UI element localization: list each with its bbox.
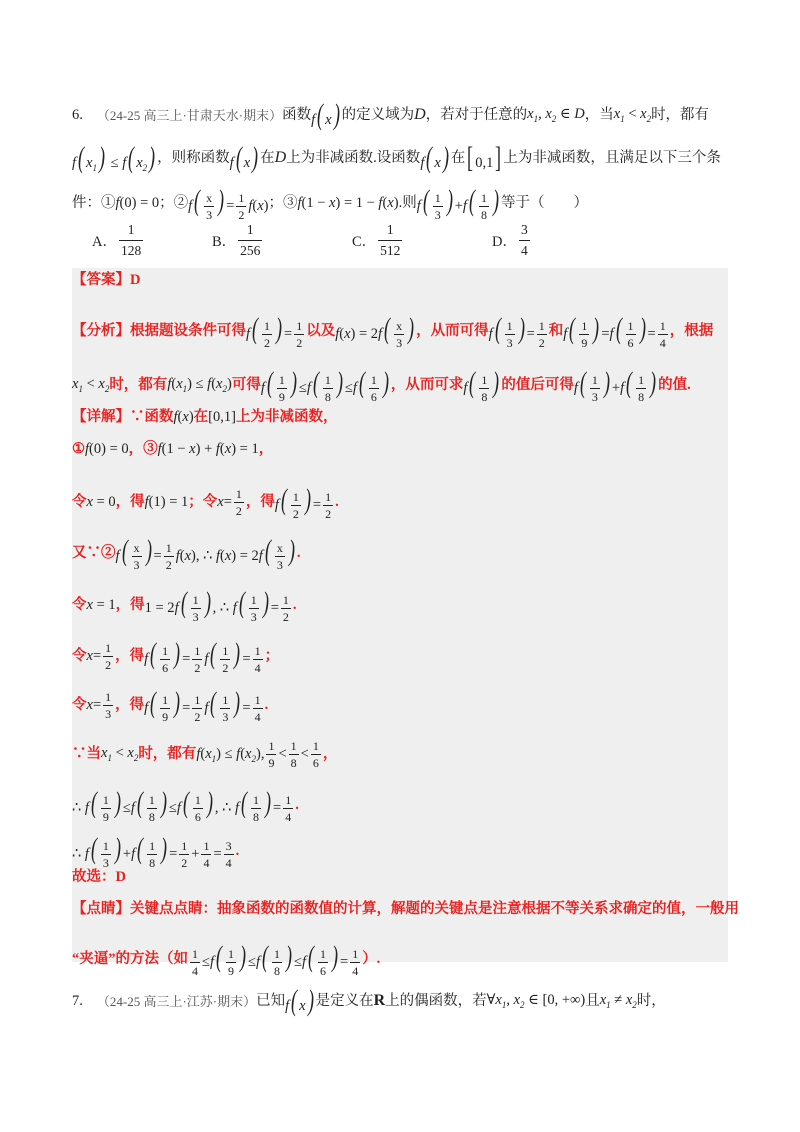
detail-line-8 [72,740,728,769]
analysis-text: 可得 [231,377,261,394]
math-x-eq-0: x = 0 [86,494,116,511]
q6-text: 在 [450,149,466,166]
detail-line-6 [72,639,728,674]
q6-text: 在 [260,149,275,166]
option-b[interactable] [212,222,264,259]
q6-text: 件：① [72,195,116,212]
math-interval-01: [ 0,1] [467,141,502,174]
math-cond3: f(1 − x) = 1 − f(x) [297,195,399,212]
math-x1-ne-x2: $x_1 \ne x_2$ [599,991,637,1010]
math-fx: f( x) [311,98,340,131]
detail-text: ， [258,441,274,457]
detail-line-10 [72,834,728,869]
detail-text: ， [322,746,338,763]
math-cond3-sum: f(1 − x) + f(x) = 1 [157,441,259,457]
detail-text: 令 [72,494,87,511]
q7-text: 且 [585,992,600,1009]
q7-text: 是定义在 [315,992,374,1009]
analysis-line-2 [72,368,728,403]
option-label: D． [492,234,517,250]
math-fx: f( x) [229,141,259,174]
detail-text: ∵当 [72,746,101,763]
detail-label: 【详解】 [72,409,130,425]
math-x1-lt-x2: $x_1 < x_2$ [613,105,652,124]
math-f-third: f( $\frac{1}{3}$ ) = $\frac{1}{2}$ [488,312,545,351]
choice-line [72,870,728,885]
math-set-R: R [373,992,386,1009]
detail-text: 令 [72,648,87,665]
detail-line-5 [72,588,728,623]
detail-text: 令 [72,697,87,714]
detail-text: ，得 [115,697,145,714]
detail-text: . [296,545,301,562]
math-f0-eq-0: f(0) = 0 [115,195,160,212]
math-f0-eq-0: f(0) = 0 [85,441,129,457]
comment-line-1 [72,901,739,917]
q6-text: ，当 [584,106,614,123]
q6-line-3 [72,186,728,221]
q6-text: ，则称函数 [157,149,230,166]
analysis-text: 根据题设条件可得 [130,323,246,340]
analysis-label: 【分析】 [72,323,130,340]
math-fx1-le-fx2: $f(x_1) \le f(x_2)$ [167,376,232,395]
math-f-ninth-sixth: f( $\frac{1}{9}$ ) =f( $\frac{1}{6}$ ) = $\frac{1}{4}$ [563,312,666,351]
detail-line-3 [72,485,728,520]
math-x-eq-half: x= $\frac{1}{2}$ [217,487,242,519]
analysis-text: ，从而可得 [416,323,489,340]
detail-text: . [295,797,299,814]
detail-text: 上为非减函数， [235,409,338,425]
math-x1-lt-x2: $x_1 < x_2$ [72,376,110,395]
detail-line-2 [72,442,728,457]
math-squeeze: ∴ f( $\frac{1}{9}$ ) ≤f( $\frac{1}{8}$ ) ≤f( $\frac{1}{6}$ ) , ∴ f( $\frac{1}{8}$ ) = $\frac{1}{4}$ [72,786,292,825]
detail-text: . [335,494,339,511]
detail-text: . [264,697,269,714]
comment-text: 关键点点睛：抽象函数的函数值的计算，解题的关键点是注意根据不等关系求确定的值，一般用 [130,901,739,917]
option-label: B． [212,234,237,250]
math-f-eighth: f( $\frac{1}{8}$ ) [463,366,500,405]
option-label: A． [92,234,117,250]
detail-text: ，得 [245,494,275,511]
math-fx: f(x) [173,409,194,425]
analysis-line-1 [72,314,728,349]
q6-text: 时，都有 [651,106,710,123]
q6-text: ，若对于任意的 [425,106,528,123]
q6-text: ；② [159,195,189,212]
math-squeeze-example: $\frac{1}{4}$ ≤f( $\frac{1}{9}$ ) ≤f( $\frac{1}{8}$ ) ≤f( $\frac{1}{6}$ ) = $\frac{1}{4}$ [192,940,359,979]
analysis-text: 和 [548,323,564,340]
option-label: C． [352,234,377,250]
option-fraction: $\frac{1}{512}$ [380,222,401,258]
analysis-text: ，从而可求 [390,377,464,394]
math-x1x2-in-D: $x_1$, $x_2$ ∈ D [527,105,585,124]
detail-text: ，得 [115,494,145,511]
analysis-text: ，根据 [669,323,714,340]
detail-text: ∵函数 [130,409,174,425]
q7-text: 上的偶函数，若 [385,992,487,1009]
q6-text: 函数 [282,106,312,123]
detail-text: 时，都有 [138,746,197,763]
option-fraction: $\frac{1}{128}$ [120,222,142,258]
math-fx1-le-fx2: f( $x_1) \le f$( $x_2$) [72,141,156,174]
answer-label: 【答案】D [72,272,141,288]
math-x-eq-half: x= $\frac{1}{2}$ [86,641,112,673]
math-f-ninth: f( $\frac{1}{9}$ ) = $\frac{1}{2}$ f( $\frac{1}{3}$ ) = $\frac{1}{4}$ [144,686,261,725]
q7-source: （24-25 高三上·江苏·期末） [96,993,257,1009]
answer-line [72,273,728,288]
q6-line-2 [72,143,728,173]
detail-line-7 [72,688,728,723]
math-x-eq-third: x= $\frac{1}{3}$ [86,690,112,722]
analysis-text: 的值后可得 [501,377,574,394]
math-final-sum: ∴ f( $\frac{1}{3}$ ) +f( $\frac{1}{8}$ ) = $\frac{1}{2}$ + $\frac{1}{4}$ = $\frac{3}{4}$ [72,832,232,871]
detail-line-4 [72,536,728,571]
q6-source: （24-25 高三上·甘肃天水·期末） [96,107,283,123]
math-f-half: f( $\frac{1}{2}$ ) = $\frac{1}{2}$ [246,312,303,351]
choice-text: 故选：D [72,869,126,885]
comment-text: ）. [362,951,381,968]
math-f-third-derived: 1 = 2f( $\frac{1}{3}$ ) , ∴ f( $\frac{1}{3}$ ) = $\frac{1}{2}$ [144,586,289,625]
q7-line-1 [72,986,728,1016]
detail-text: ； [264,648,280,665]
math-interval-01: [0,1] [208,409,236,425]
math-f1-eq-1: f(1) = 1 [144,494,189,511]
analysis-text: 的值. [658,377,691,394]
math-f-half: f( $\frac{1}{2}$ ) = $\frac{1}{2}$ [274,483,332,522]
math-D: D [274,149,287,166]
q6-text: ；③ [268,195,298,212]
q6-text: 等于（ ） [500,195,588,212]
math-forall-x1x2: $\forall x_1$, $x_2$ ∈ [0, +∞) [486,991,586,1010]
math-D: D [414,106,426,123]
math-fx-2fx3: f(x) = 2f( $\frac{x}{3}$ ) [335,312,415,351]
option-fraction: $\frac{1}{256}$ [240,222,261,258]
q6-text: 上为非减函数，且满足以下三个条 [503,149,721,166]
detail-text: 又∵② [72,545,116,562]
detail-text: ，得 [115,597,145,614]
math-chain: f( $\frac{1}{9}$ ) ≤f( $\frac{1}{8}$ ) ≤f( $\frac{1}{6}$ ) [260,366,389,405]
math-x-eq-1: x = 1 [86,597,116,614]
q7-text: 已知 [256,992,286,1009]
math-ordering: $f(x_1) \le f(x_2)$, $\frac{1}{9}$ < $\frac{1}{8}$ < $\frac{1}{6}$ [196,739,319,770]
detail-text: . [235,843,240,860]
detail-text: . [292,597,297,614]
detail-line-9 [72,788,728,823]
math-target: f( $\frac{1}{3}$ ) +f( $\frac{1}{8}$ ) [573,366,657,405]
q7-text: 时， [636,992,666,1009]
option-d[interactable] [492,222,532,259]
q6-number: 6. [72,106,83,123]
math-cond2-derived: f( $\frac{x}{3}$ ) = $\frac{1}{2}$ f(x), ∴ f(x) = 2f( $\frac{x}{3}$ ) [115,534,295,573]
detail-text: ，得 [115,648,145,665]
analysis-text: 以及 [306,323,336,340]
math-target: f( $\frac{1}{3}$ ) +f( $\frac{1}{8}$ ) [416,184,499,223]
math-cond2: f( $\frac{x}{3}$ ) = $\frac{1}{2}$ f(x) [188,184,269,223]
q6-text: .则 [398,195,417,212]
math-f-sixth: f( $\frac{1}{6}$ ) = $\frac{1}{2}$ f( $\frac{1}{2}$ ) = $\frac{1}{4}$ [144,637,261,676]
detail-text: 令 [72,597,87,614]
comment-text: “夹逼”的方法（如 [72,951,188,968]
option-a[interactable] [92,222,145,259]
comment-label: 【点睛】 [72,901,130,917]
math-fx: f( x) [285,984,314,1017]
detail-text: ；令 [188,494,218,511]
detail-line-1 [72,410,728,425]
q6-line-1 [72,100,728,130]
detail-text: ① [72,441,85,457]
comment-line-2 [72,942,728,977]
detail-text: ，③ [128,441,158,457]
q6-text: 上为非减函数.设函数 [286,149,421,166]
analysis-text: 时，都有 [109,377,168,394]
math-x1-lt-x2: $x_1 < x_2$ [101,745,139,763]
option-fraction: $\frac{3}{4}$ [520,222,528,258]
q6-text: 的定义域为 [341,106,415,123]
q7-number: 7. [72,992,83,1009]
math-fx: f( x) [420,141,449,174]
detail-text: 在 [193,409,209,425]
option-c[interactable] [352,222,404,259]
